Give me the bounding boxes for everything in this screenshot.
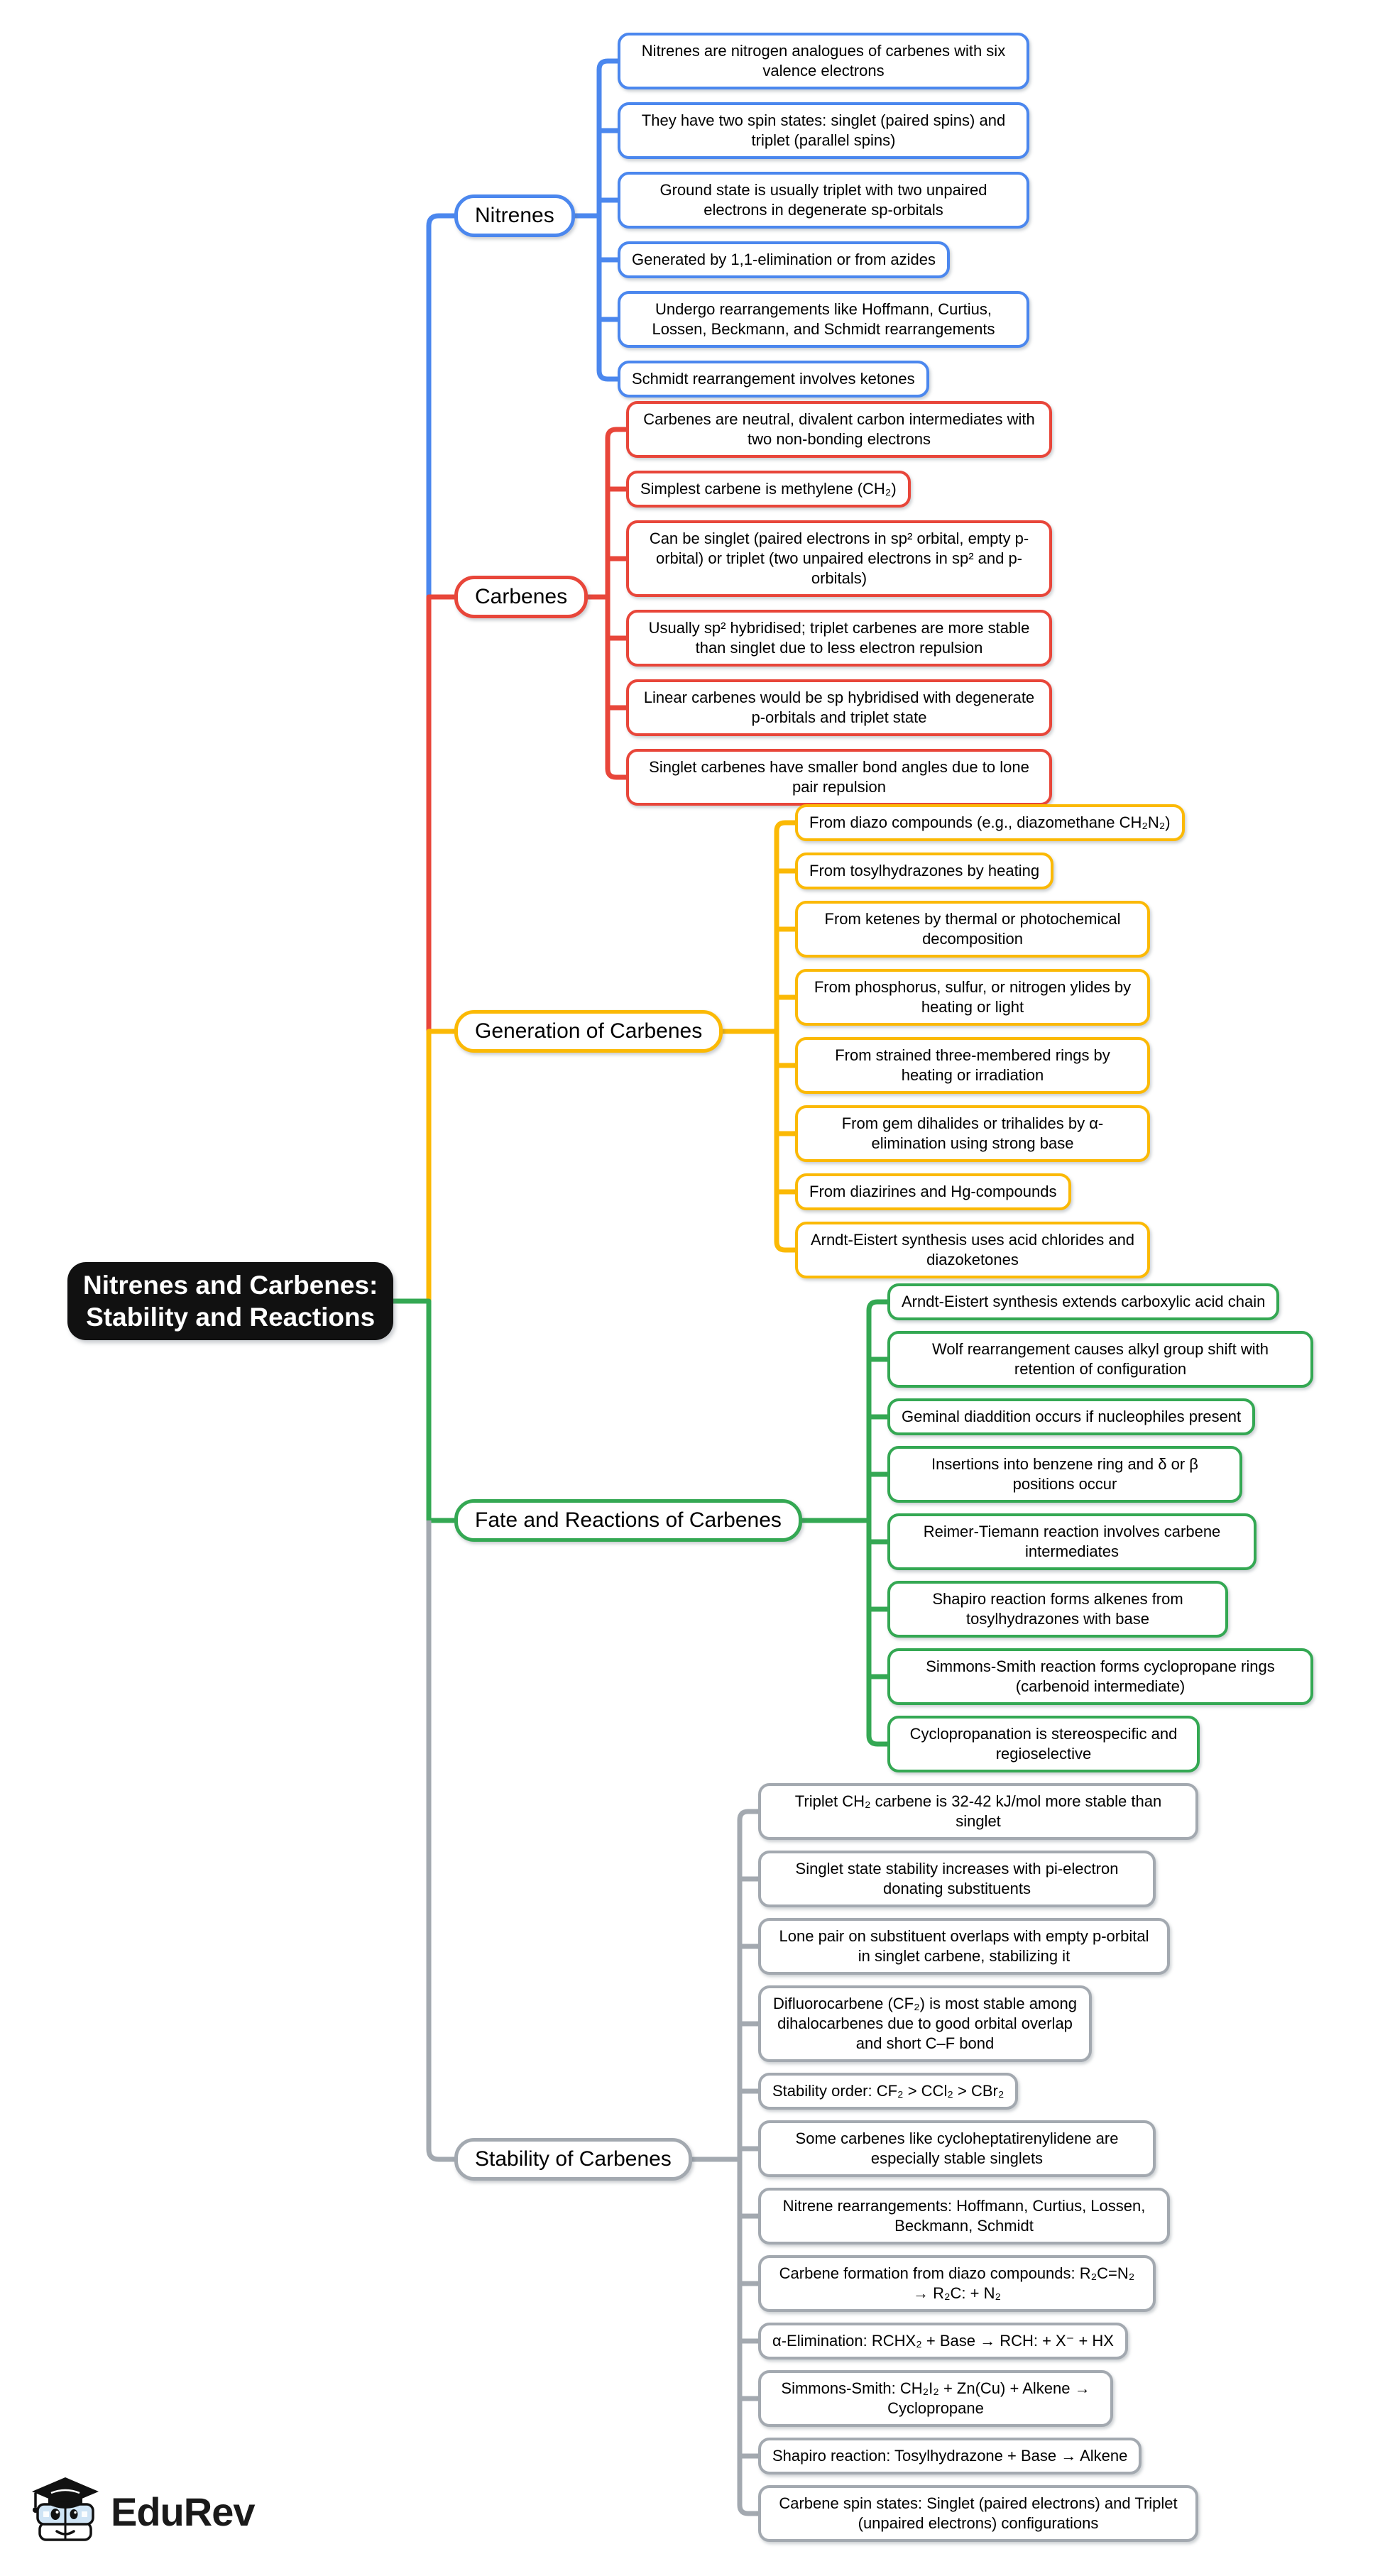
leaf-node: Some carbenes like cycloheptatirenylidene are especially stable singlets bbox=[758, 2120, 1156, 2177]
leaf-node: Can be singlet (paired electrons in sp² orbital, empty p-orbital) or triplet (two unpaired electrons in sp² and p-orbitals) bbox=[626, 520, 1052, 597]
leaf-node: Linear carbenes would be sp hybridised with degenerate p-orbitals and triplet state bbox=[626, 679, 1052, 736]
leaf-node: From diazirines and Hg-compounds bbox=[795, 1173, 1071, 1210]
leaf-node: Ground state is usually triplet with two unpaired electrons in degenerate sp-orbitals bbox=[618, 172, 1029, 229]
leaf-node: Stability order: CF₂ > CCl₂ > CBr₂ bbox=[758, 2073, 1018, 2110]
leaf-node: Difluorocarbene (CF₂) is most stable among dihalocarbenes due to good orbital overlap and short C–F bond bbox=[758, 1985, 1092, 2062]
leaf-node: Carbene spin states: Singlet (paired electrons) and Triplet (unpaired electrons) configurations bbox=[758, 2485, 1198, 2542]
leaf-node: Cyclopropanation is stereospecific and regioselective bbox=[887, 1716, 1200, 1772]
leaf-node: Singlet carbenes have smaller bond angles due to lone pair repulsion bbox=[626, 749, 1052, 806]
branch-label-fate: Fate and Reactions of Carbenes bbox=[454, 1499, 802, 1542]
branch-label-nitrenes: Nitrenes bbox=[454, 194, 575, 237]
leaf-node: Carbene formation from diazo compounds: R₂C=N₂ → R₂C: + N₂ bbox=[758, 2255, 1156, 2312]
leaf-node: Usually sp² hybridised; triplet carbenes are more stable than singlet due to less electron repulsion bbox=[626, 610, 1052, 667]
leaf-node: Singlet state stability increases with pi-electron donating substituents bbox=[758, 1851, 1156, 1907]
leaf-node: Insertions into benzene ring and δ or β positions occur bbox=[887, 1446, 1242, 1503]
edurev-logo-icon bbox=[30, 2476, 101, 2548]
leaf-node: From tosylhydrazones by heating bbox=[795, 853, 1053, 889]
edurev-footer bbox=[30, 2476, 255, 2548]
leaf-node: Generated by 1,1-elimination or from azides bbox=[618, 241, 950, 278]
leaf-node: From gem dihalides or trihalides by α-elimination using strong base bbox=[795, 1105, 1150, 1162]
leaf-node: Triplet CH₂ carbene is 32-42 kJ/mol more stable than singlet bbox=[758, 1783, 1198, 1840]
leaf-node: Lone pair on substituent overlaps with empty p-orbital in singlet carbene, stabilizing it bbox=[758, 1918, 1170, 1975]
brand-text: EduRev bbox=[111, 2489, 255, 2534]
branch-label-stability: Stability of Carbenes bbox=[454, 2138, 692, 2181]
branch-label-generation: Generation of Carbenes bbox=[454, 1010, 723, 1053]
leaf-node: Nitrenes are nitrogen analogues of carbenes with six valence electrons bbox=[618, 33, 1029, 89]
leaf-node: Carbenes are neutral, divalent carbon intermediates with two non-bonding electrons bbox=[626, 401, 1052, 458]
leaf-node: Reimer-Tiemann reaction involves carbene intermediates bbox=[887, 1513, 1257, 1570]
leaf-node: Shapiro reaction: Tosylhydrazone + Base → Alkene bbox=[758, 2438, 1142, 2474]
leaf-node: α-Elimination: RCHX₂ + Base → RCH: + X⁻ + HX bbox=[758, 2323, 1128, 2359]
central-topic-line1: Nitrenes and Carbenes: bbox=[83, 1271, 378, 1300]
leaf-node: From strained three-membered rings by heating or irradiation bbox=[795, 1037, 1150, 1094]
fate-leaf-column bbox=[887, 1283, 1313, 1772]
stability-leaf-column bbox=[758, 1783, 1198, 2542]
leaf-node: Undergo rearrangements like Hoffmann, Curtius, Lossen, Beckmann, and Schmidt rearrangements bbox=[618, 291, 1029, 348]
leaf-node: Wolf rearrangement causes alkyl group shift with retention of configuration bbox=[887, 1331, 1313, 1388]
leaf-node: From ketenes by thermal or photochemical decomposition bbox=[795, 901, 1150, 958]
central-topic-line2: Stability and Reactions bbox=[86, 1303, 376, 1332]
nitrenes-leaf-column bbox=[618, 33, 1029, 398]
leaf-node: Simmons-Smith reaction forms cyclopropane rings (carbenoid intermediate) bbox=[887, 1648, 1313, 1705]
leaf-node: Arndt-Eistert synthesis uses acid chlorides and diazoketones bbox=[795, 1222, 1150, 1278]
branch-label-carbenes: Carbenes bbox=[454, 576, 588, 618]
leaf-node: Simmons-Smith: CH₂I₂ + Zn(Cu) + Alkene → Cyclopropane bbox=[758, 2370, 1113, 2427]
carbenes-leaf-column bbox=[626, 401, 1052, 806]
leaf-node: Arndt-Eistert synthesis extends carboxylic acid chain bbox=[887, 1283, 1279, 1320]
generation-leaf-column bbox=[795, 804, 1185, 1278]
leaf-node: Schmidt rearrangement involves ketones bbox=[618, 361, 929, 398]
leaf-node: They have two spin states: singlet (paired spins) and triplet (parallel spins) bbox=[618, 102, 1029, 159]
leaf-node: Nitrene rearrangements: Hoffmann, Curtius, Lossen, Beckmann, Schmidt bbox=[758, 2188, 1170, 2245]
leaf-node: From diazo compounds (e.g., diazomethane CH₂N₂) bbox=[795, 804, 1185, 841]
leaf-node: Shapiro reaction forms alkenes from tosylhydrazones with base bbox=[887, 1581, 1228, 1638]
central-topic bbox=[67, 1262, 393, 1340]
leaf-node: From phosphorus, sulfur, or nitrogen ylides by heating or light bbox=[795, 969, 1150, 1026]
leaf-node: Simplest carbene is methylene (CH₂) bbox=[626, 471, 911, 508]
leaf-node: Geminal diaddition occurs if nucleophiles present bbox=[887, 1398, 1255, 1435]
